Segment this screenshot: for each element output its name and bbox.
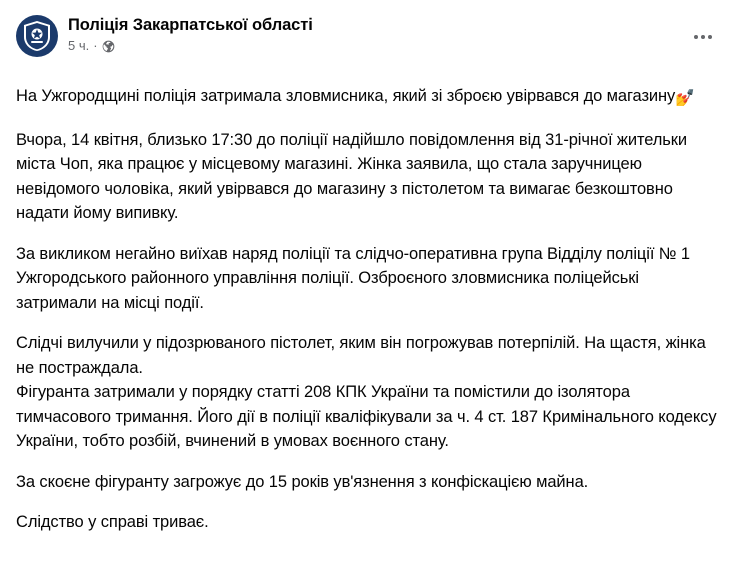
avatar[interactable] [16, 15, 58, 57]
post-paragraph-7: Слідство у справі триває. [16, 513, 209, 531]
more-dot-3 [708, 35, 712, 39]
post-header-text [68, 14, 313, 54]
nail-polish-emoji: 💅 [675, 90, 696, 107]
post-paragraph-2: Вчора, 14 квітня, близько 17:30 до поліції надійшло повідомлення від 31-річної жительки міста Чоп, яка працює у місцевому магазині. Жінка заявила, що стала заручницею невідомого чоловіка, який увірвався до магазину з пістолетом та вимагає безкоштовно надати йому випивку. [16, 130, 688, 222]
more-dot-2 [701, 35, 705, 39]
post-paragraph-1-text: На Ужгородщині поліція затримала зловмисника, який зі зброєю увірвався до магазину [16, 87, 676, 105]
globe-icon[interactable] [102, 40, 115, 53]
post-timestamp[interactable]: 5 ч. [68, 38, 90, 53]
more-dot-1 [694, 35, 698, 39]
post-paragraph-1 [16, 84, 720, 112]
post-paragraph-6: За скоєне фігуранту загрожує до 15 років ув'язнення з конфіскацією майна. [16, 472, 589, 491]
post-header [16, 14, 720, 68]
post-paragraph-4: Слідчі вилучили у підозрюваного пістолет, яким він погрожував потерпілій. На щастя, жінка не постраждала. [16, 334, 706, 377]
post-body [16, 84, 720, 535]
post-paragraph-3: За викликом негайно виїхав наряд поліції та слідчо-оперативна група Відділу поліції № 1 Ужгородського районного управління поліції. Озброєного зловмисника поліцейські затримали на місці події. [16, 244, 690, 312]
post-paragraph-5: Фігуранта затримали у порядку статті 208 КПК України та помістили до ізолятора тимчасового тримання. Його дії в поліції кваліфікували за ч. 4 ст. 187 Кримінального кодексу України, тобто розбій, вчинений в умовах воєнного стану. [16, 383, 717, 450]
police-emblem-icon [22, 20, 52, 52]
more-options-icon[interactable] [686, 20, 720, 54]
post-meta [68, 38, 313, 54]
meta-separator: · [93, 38, 98, 53]
page-name[interactable]: Поліція Закарпатської області [68, 16, 313, 34]
